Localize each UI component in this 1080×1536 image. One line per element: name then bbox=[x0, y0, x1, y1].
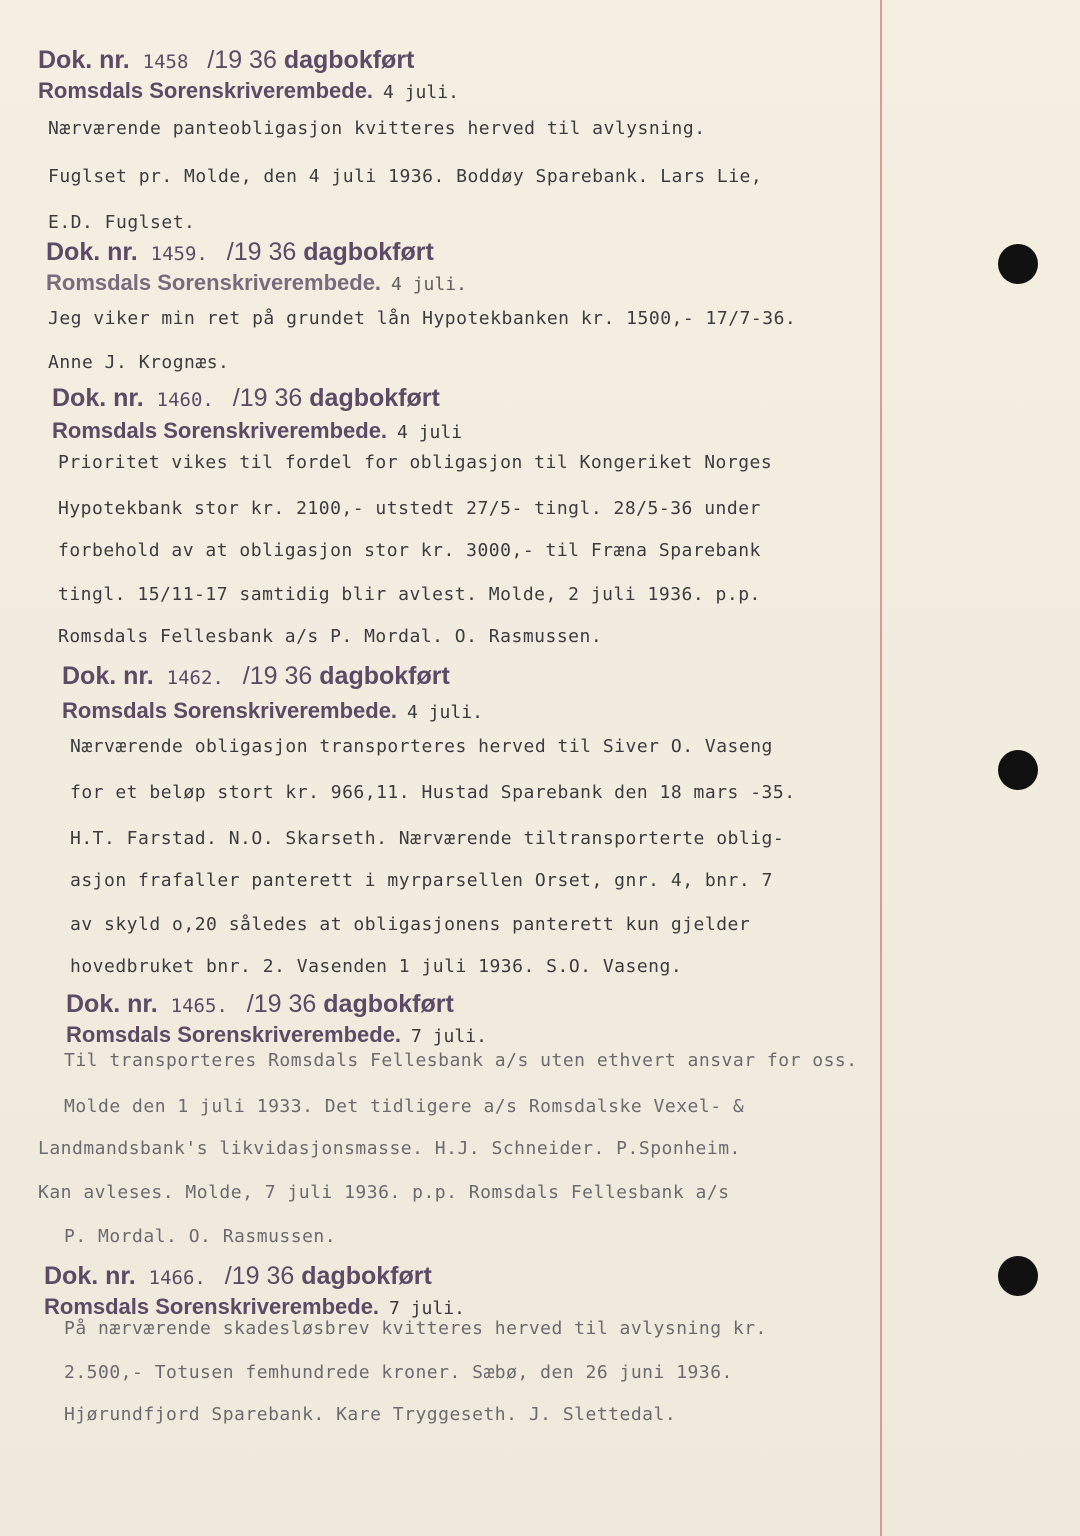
doc-year: /19 36 bbox=[207, 46, 277, 74]
text-line: E.D. Fuglset. bbox=[48, 212, 196, 233]
margin-line bbox=[880, 0, 882, 1536]
text-line: forbehold av at obligasjon stor kr. 3000,- til Fræna Sparebank bbox=[58, 540, 761, 561]
office-name: Romsdals Sorenskriverembede. bbox=[62, 698, 398, 723]
doc-number: 1460. bbox=[156, 389, 214, 411]
doc-year: /19 36 bbox=[224, 1262, 295, 1290]
text-line: Jeg viker min ret på grundet lån Hypotekbanken kr. 1500,- 17/7-36. bbox=[48, 308, 797, 329]
office-name: Romsdals Sorenskriverembede. bbox=[46, 270, 382, 295]
office-name: Romsdals Sorenskriverembede. bbox=[52, 418, 388, 443]
text-line: Nærværende panteobligasjon kvitteres herved til avlysning. bbox=[48, 118, 706, 139]
text-line: Til transporteres Romsdals Fellesbank a/s uten ethvert ansvar for oss. bbox=[64, 1050, 858, 1071]
doc-year: /19 36 bbox=[232, 384, 303, 412]
doc-status: dagbokført bbox=[319, 662, 450, 690]
doc-year: /19 36 bbox=[242, 662, 313, 690]
text-line: Romsdals Fellesbank a/s P. Mordal. O. Rasmussen. bbox=[58, 626, 603, 647]
doc-number: 1465. bbox=[170, 995, 228, 1017]
text-line: Landmandsbank's likvidasjonsmasse. H.J. Schneider. P.Sponheim. bbox=[38, 1138, 741, 1159]
office-stamp bbox=[66, 1022, 487, 1048]
punch-hole bbox=[998, 244, 1038, 284]
doc-number: 1462. bbox=[166, 667, 224, 689]
text-line: Fuglset pr. Molde, den 4 juli 1936. Boddøy Sparebank. Lars Lie, bbox=[48, 166, 763, 187]
doc-label: Dok. nr. bbox=[52, 384, 144, 412]
entry-date: 7 juli. bbox=[411, 1026, 487, 1047]
office-stamp bbox=[38, 78, 459, 104]
office-stamp bbox=[44, 1294, 465, 1320]
doc-status: dagbokført bbox=[309, 384, 440, 412]
entry-stamp bbox=[46, 238, 434, 267]
doc-number: 1458 bbox=[142, 51, 189, 73]
entry-date: 4 juli. bbox=[383, 82, 459, 103]
entry-date: 4 juli bbox=[397, 422, 463, 443]
entry-stamp bbox=[66, 990, 454, 1019]
entry-stamp bbox=[44, 1262, 432, 1291]
doc-status: dagbokført bbox=[303, 238, 434, 266]
text-line: 2.500,- Totusen femhundrede kroner. Sæbø, den 26 juni 1936. bbox=[64, 1362, 733, 1383]
doc-number: 1459. bbox=[150, 243, 208, 265]
text-line: asjon frafaller panterett i myrparsellen Orset, gnr. 4, bnr. 7 bbox=[70, 870, 773, 891]
office-name: Romsdals Sorenskriverembede. bbox=[38, 78, 374, 103]
doc-year: /19 36 bbox=[246, 990, 317, 1018]
text-line: Anne J. Krognæs. bbox=[48, 352, 230, 373]
entry-stamp bbox=[38, 46, 414, 75]
office-stamp bbox=[46, 270, 467, 296]
punch-hole bbox=[998, 1256, 1038, 1296]
doc-label: Dok. nr. bbox=[66, 990, 158, 1018]
text-line: Hjørundfjord Sparebank. Kare Tryggeseth. J. Slettedal. bbox=[64, 1404, 677, 1425]
text-line: P. Mordal. O. Rasmussen. bbox=[64, 1226, 337, 1247]
doc-status: dagbokført bbox=[283, 46, 415, 74]
punch-hole bbox=[998, 750, 1038, 790]
doc-label: Dok. nr. bbox=[38, 46, 130, 74]
text-line: På nærværende skadesløsbrev kvitteres herved til avlysning kr. bbox=[64, 1318, 767, 1339]
office-name: Romsdals Sorenskriverembede. bbox=[44, 1294, 380, 1319]
text-line: Molde den 1 juli 1933. Det tidligere a/s Romsdalske Vexel- & bbox=[64, 1096, 745, 1117]
doc-number: 1466. bbox=[148, 1267, 206, 1289]
text-line: Kan avleses. Molde, 7 juli 1936. p.p. Romsdals Fellesbank a/s bbox=[38, 1182, 730, 1203]
doc-status: dagbokført bbox=[323, 990, 454, 1018]
text-line: Hypotekbank stor kr. 2100,- utstedt 27/5- tingl. 28/5-36 under bbox=[58, 498, 761, 519]
text-line: hovedbruket bnr. 2. Vasenden 1 juli 1936. S.O. Vaseng. bbox=[70, 956, 683, 977]
entry-date: 4 juli. bbox=[391, 274, 467, 295]
doc-label: Dok. nr. bbox=[44, 1262, 136, 1290]
office-name: Romsdals Sorenskriverembede. bbox=[66, 1022, 402, 1047]
text-line: Nærværende obligasjon transporteres herved til Siver O. Vaseng bbox=[70, 736, 773, 757]
doc-label: Dok. nr. bbox=[46, 238, 138, 266]
doc-status: dagbokført bbox=[301, 1262, 432, 1290]
entry-date: 4 juli. bbox=[407, 702, 483, 723]
entry-date: 7 juli. bbox=[389, 1298, 465, 1319]
doc-label: Dok. nr. bbox=[62, 662, 154, 690]
entry-stamp bbox=[62, 662, 450, 691]
text-line: tingl. 15/11-17 samtidig blir avlest. Molde, 2 juli 1936. p.p. bbox=[58, 584, 761, 605]
doc-year: /19 36 bbox=[226, 238, 297, 266]
text-line: Prioritet vikes til fordel for obligasjon til Kongeriket Norges bbox=[58, 452, 773, 473]
text-line: av skyld o,20 således at obligasjonens panterett kun gjelder bbox=[70, 914, 751, 935]
office-stamp bbox=[62, 698, 483, 724]
text-line: for et beløp stort kr. 966,11. Hustad Sparebank den 18 mars -35. bbox=[70, 782, 796, 803]
text-line: H.T. Farstad. N.O. Skarseth. Nærværende tiltransporterte oblig- bbox=[70, 828, 785, 849]
entry-stamp bbox=[52, 384, 440, 413]
office-stamp bbox=[52, 418, 462, 444]
